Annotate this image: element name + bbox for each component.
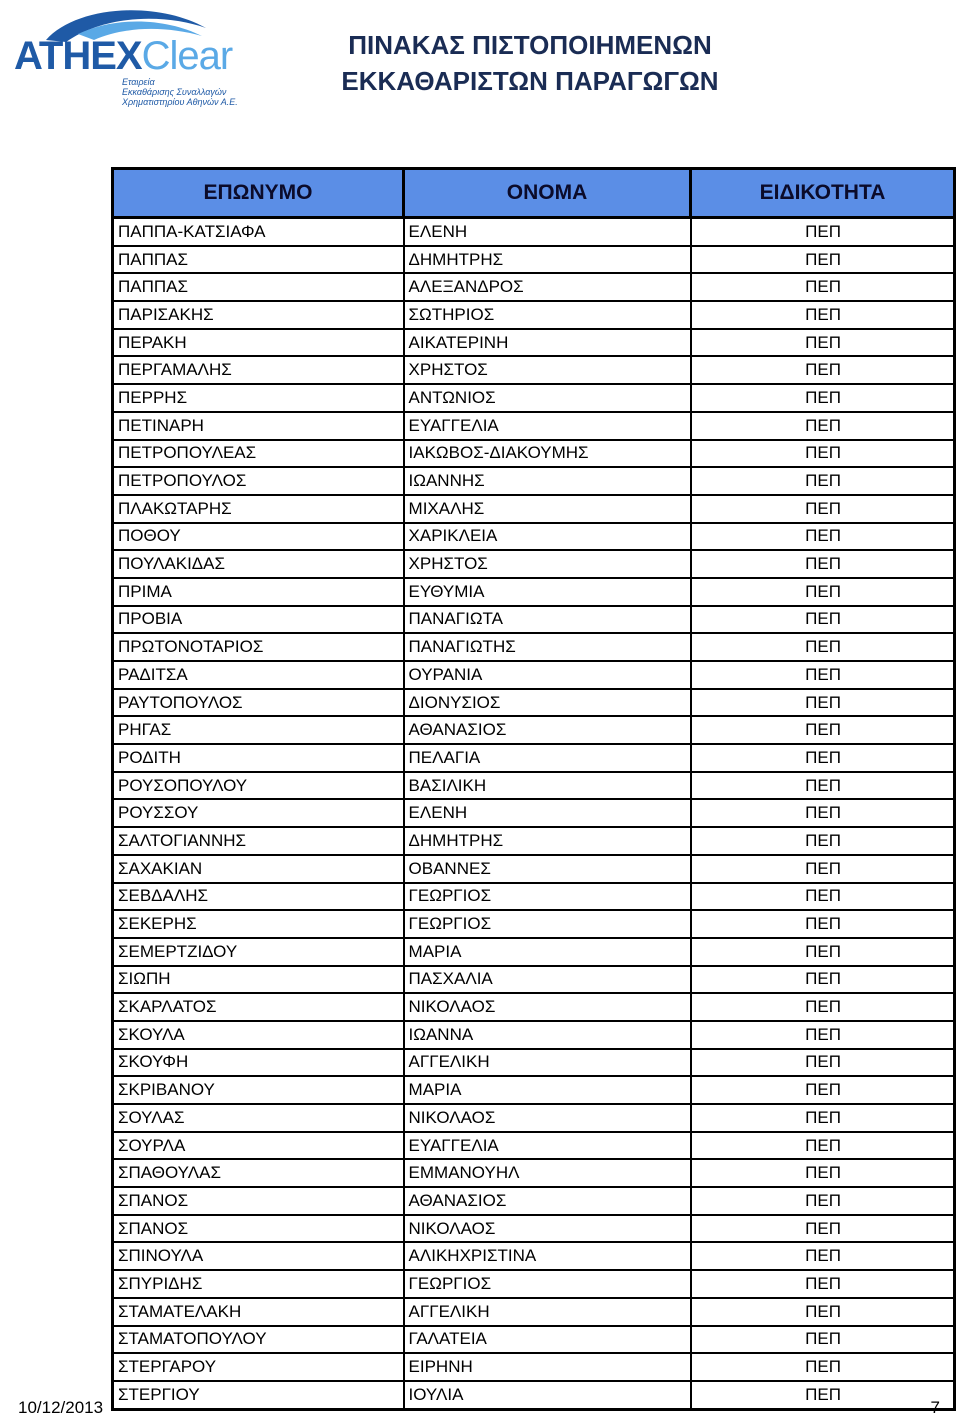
table-row	[113, 384, 955, 412]
table-row	[113, 1187, 955, 1215]
table-row	[113, 855, 955, 883]
table-row	[113, 301, 955, 329]
cell-specialty: ΠΕΠ	[691, 689, 955, 717]
cell-surname: ΠΑΠΠΑΣ	[113, 246, 404, 274]
cell-name: ΧΑΡΙΚΛΕΙΑ	[404, 523, 691, 551]
cell-name: ΧΡΗΣΤΟΣ	[404, 356, 691, 384]
table-row	[113, 716, 955, 744]
table-row	[113, 1242, 955, 1270]
cell-surname: ΣΙΩΠΗ	[113, 966, 404, 994]
table-row	[113, 772, 955, 800]
cell-surname: ΠΕΡΓΑΜΑΛΗΣ	[113, 356, 404, 384]
table-row	[113, 550, 955, 578]
cell-name: ΙΩΑΝΝΗΣ	[404, 467, 691, 495]
table-row	[113, 1353, 955, 1381]
table-row	[113, 966, 955, 994]
table-row	[113, 467, 955, 495]
cell-surname: ΣΤΕΡΓΙΟΥ	[113, 1381, 404, 1409]
header-surname: ΕΠΩΝΥΜΟ	[113, 169, 404, 218]
table-row	[113, 1215, 955, 1243]
cell-surname: ΠΡΩΤΟΝΟΤΑΡΙΟΣ	[113, 633, 404, 661]
cell-surname: ΠΡΙΜΑ	[113, 578, 404, 606]
table-row	[113, 1021, 955, 1049]
cell-specialty: ΠΕΠ	[691, 1187, 955, 1215]
cell-specialty: ΠΕΠ	[691, 1215, 955, 1243]
table-row	[113, 799, 955, 827]
table-row	[113, 661, 955, 689]
cell-surname: ΣΟΥΡΛΑ	[113, 1132, 404, 1160]
cell-name: ΑΝΤΩΝΙΟΣ	[404, 384, 691, 412]
table-row	[113, 273, 955, 301]
cell-surname: ΣΚΟΥΛΑ	[113, 1021, 404, 1049]
cell-name: ΝΙΚΟΛΑΟΣ	[404, 1104, 691, 1132]
cell-specialty: ΠΕΠ	[691, 910, 955, 938]
cell-specialty: ΠΕΠ	[691, 550, 955, 578]
table-row	[113, 633, 955, 661]
cell-specialty: ΠΕΠ	[691, 273, 955, 301]
cell-name: ΕΛΕΝΗ	[404, 218, 691, 246]
footer-page-number: 7	[930, 1398, 940, 1417]
cell-name: ΑΙΚΑΤΕΡΙΝΗ	[404, 329, 691, 357]
table-row	[113, 1298, 955, 1326]
cell-surname: ΠΑΠΠΑ-ΚΑΤΣΙΑΦΑ	[113, 218, 404, 246]
cell-name: ΙΑΚΩΒΟΣ-ΔΙΑΚΟΥΜΗΣ	[404, 440, 691, 468]
cell-name: ΔΗΜΗΤΡΗΣ	[404, 246, 691, 274]
cell-name: ΜΑΡΙΑ	[404, 938, 691, 966]
cell-name: ΜΙΧΑΛΗΣ	[404, 495, 691, 523]
cell-specialty: ΠΕΠ	[691, 661, 955, 689]
table-row	[113, 689, 955, 717]
cell-specialty: ΠΕΠ	[691, 938, 955, 966]
cell-specialty: ΠΕΠ	[691, 329, 955, 357]
cell-specialty: ΠΕΠ	[691, 1104, 955, 1132]
cell-specialty: ΠΕΠ	[691, 966, 955, 994]
cell-specialty: ΠΕΠ	[691, 467, 955, 495]
cell-name: ΕΙΡΗΝΗ	[404, 1353, 691, 1381]
cell-name: ΕΥΑΓΓΕΛΙΑ	[404, 1132, 691, 1160]
cell-name: ΑΓΓΕΛΙΚΗ	[404, 1298, 691, 1326]
cell-surname: ΣΑΛΤΟΓΙΑΝΝΗΣ	[113, 827, 404, 855]
cell-name: ΠΑΝΑΓΙΩΤΗΣ	[404, 633, 691, 661]
cell-name: ΕΜΜΑΝΟΥΗΛ	[404, 1159, 691, 1187]
cell-surname: ΣΚΟΥΦΗ	[113, 1049, 404, 1077]
cell-surname: ΣΕΒΔΑΛΗΣ	[113, 883, 404, 911]
certified-clearers-table	[111, 167, 956, 1411]
cell-specialty: ΠΕΠ	[691, 440, 955, 468]
cell-surname: ΠΕΤΙΝΑΡΗ	[113, 412, 404, 440]
table-row	[113, 329, 955, 357]
logo-sub-line-3: Χρηματιστηρίου Αθηνών Α.Ε.	[122, 97, 238, 107]
cell-name: ΑΛΕΞΑΝΔΡΟΣ	[404, 273, 691, 301]
cell-specialty: ΠΕΠ	[691, 1159, 955, 1187]
cell-specialty: ΠΕΠ	[691, 356, 955, 384]
cell-specialty: ΠΕΠ	[691, 606, 955, 634]
cell-specialty: ΠΕΠ	[691, 1381, 955, 1409]
table-row	[113, 827, 955, 855]
header-specialty: ΕΙΔΙΚΟΤΗΤΑ	[691, 169, 955, 218]
table-row	[113, 1159, 955, 1187]
table-row	[113, 1104, 955, 1132]
cell-surname: ΡΟΥΣΣΟΥ	[113, 799, 404, 827]
cell-specialty: ΠΕΠ	[691, 744, 955, 772]
logo-sub-line-2: Εκκαθάρισης Συναλλαγών	[122, 87, 227, 97]
cell-surname: ΠΑΡΙΣΑΚΗΣ	[113, 301, 404, 329]
footer-date: 10/12/2013	[18, 1398, 104, 1417]
cell-specialty: ΠΕΠ	[691, 1049, 955, 1077]
cell-name: ΕΛΕΝΗ	[404, 799, 691, 827]
cell-surname: ΣΤΕΡΓΑΡΟΥ	[113, 1353, 404, 1381]
table-row	[113, 440, 955, 468]
cell-specialty: ΠΕΠ	[691, 1353, 955, 1381]
table-row	[113, 1270, 955, 1298]
logo-main: ATHEX	[14, 34, 142, 78]
page-title-line-2: ΕΚΚΑΘΑΡΙΣΤΩΝ ΠΑΡΑΓΩΓΩΝ	[341, 66, 719, 96]
cell-name: ΑΘΑΝΑΣΙΟΣ	[404, 716, 691, 744]
cell-name: ΑΓΓΕΛΙΚΗ	[404, 1049, 691, 1077]
cell-surname: ΣΟΥΛΑΣ	[113, 1104, 404, 1132]
cell-surname: ΠΡΟΒΙΑ	[113, 606, 404, 634]
cell-specialty: ΠΕΠ	[691, 772, 955, 800]
cell-surname: ΣΠΥΡΙΔΗΣ	[113, 1270, 404, 1298]
cell-surname: ΣΚΡΙΒΑΝΟΥ	[113, 1076, 404, 1104]
cell-surname: ΡΟΔΙΤΗ	[113, 744, 404, 772]
cell-specialty: ΠΕΠ	[691, 799, 955, 827]
cell-name: ΓΕΩΡΓΙΟΣ	[404, 910, 691, 938]
table-row	[113, 1381, 955, 1409]
cell-name: ΓΑΛΑΤΕΙΑ	[404, 1326, 691, 1354]
cell-surname: ΠΕΤΡΟΠΟΥΛΟΣ	[113, 467, 404, 495]
cell-name: ΝΙΚΟΛΑΟΣ	[404, 1215, 691, 1243]
cell-name: ΙΩΑΝΝΑ	[404, 1021, 691, 1049]
cell-specialty: ΠΕΠ	[691, 1298, 955, 1326]
cell-surname: ΣΠΑΝΟΣ	[113, 1215, 404, 1243]
cell-specialty: ΠΕΠ	[691, 855, 955, 883]
cell-specialty: ΠΕΠ	[691, 993, 955, 1021]
certified-clearers-table-container	[111, 167, 956, 1404]
cell-specialty: ΠΕΠ	[691, 578, 955, 606]
table-row	[113, 523, 955, 551]
cell-name: ΙΟΥΛΙΑ	[404, 1381, 691, 1409]
table-row	[113, 495, 955, 523]
cell-name: ΒΑΣΙΛΙΚΗ	[404, 772, 691, 800]
athexclear-logo	[6, 4, 246, 108]
cell-specialty: ΠΕΠ	[691, 218, 955, 246]
table-row	[113, 1326, 955, 1354]
cell-name: ΜΑΡΙΑ	[404, 1076, 691, 1104]
cell-specialty: ΠΕΠ	[691, 301, 955, 329]
header-name: ΟΝΟΜΑ	[404, 169, 691, 218]
table-row	[113, 606, 955, 634]
cell-name: ΓΕΩΡΓΙΟΣ	[404, 883, 691, 911]
table-row	[113, 938, 955, 966]
cell-specialty: ΠΕΠ	[691, 523, 955, 551]
cell-specialty: ΠΕΠ	[691, 1326, 955, 1354]
table-row	[113, 356, 955, 384]
table-row	[113, 883, 955, 911]
cell-surname: ΡΑΔΙΤΣΑ	[113, 661, 404, 689]
cell-surname: ΣΕΚΕΡΗΣ	[113, 910, 404, 938]
table-row	[113, 218, 955, 246]
cell-name: ΠΑΣΧΑΛΙΑ	[404, 966, 691, 994]
logo-accent: Clear	[141, 34, 233, 78]
cell-specialty: ΠΕΠ	[691, 1021, 955, 1049]
cell-name: ΑΛΙΚΗΧΡΙΣΤΙΝΑ	[404, 1242, 691, 1270]
cell-specialty: ΠΕΠ	[691, 1242, 955, 1270]
cell-specialty: ΠΕΠ	[691, 883, 955, 911]
cell-name: ΟΒΑΝΝΕΣ	[404, 855, 691, 883]
cell-name: ΧΡΗΣΤΟΣ	[404, 550, 691, 578]
cell-surname: ΠΕΡΑΚΗ	[113, 329, 404, 357]
table-row	[113, 993, 955, 1021]
cell-specialty: ΠΕΠ	[691, 716, 955, 744]
table-row	[113, 1049, 955, 1077]
cell-name: ΕΥΘΥΜΙΑ	[404, 578, 691, 606]
logo-wordmark	[14, 34, 232, 79]
cell-name: ΔΗΜΗΤΡΗΣ	[404, 827, 691, 855]
cell-surname: ΠΟΥΛΑΚΙΔΑΣ	[113, 550, 404, 578]
cell-specialty: ΠΕΠ	[691, 1076, 955, 1104]
cell-surname: ΠΑΠΠΑΣ	[113, 273, 404, 301]
cell-surname: ΡΗΓΑΣ	[113, 716, 404, 744]
table-header-row	[113, 169, 955, 218]
cell-surname: ΣΠΙΝΟΥΛΑ	[113, 1242, 404, 1270]
table-row	[113, 744, 955, 772]
cell-surname: ΣΠΑΝΟΣ	[113, 1187, 404, 1215]
cell-name: ΠΕΛΑΓΙΑ	[404, 744, 691, 772]
cell-name: ΑΘΑΝΑΣΙΟΣ	[404, 1187, 691, 1215]
cell-surname: ΠΛΑΚΩΤΑΡΗΣ	[113, 495, 404, 523]
cell-name: ΣΩΤΗΡΙΟΣ	[404, 301, 691, 329]
cell-surname: ΣΑΧΑΚΙΑΝ	[113, 855, 404, 883]
table-row	[113, 910, 955, 938]
cell-name: ΝΙΚΟΛΑΟΣ	[404, 993, 691, 1021]
cell-specialty: ΠΕΠ	[691, 246, 955, 274]
cell-surname: ΠΕΤΡΟΠΟΥΛΕΑΣ	[113, 440, 404, 468]
table-row	[113, 578, 955, 606]
cell-surname: ΣΤΑΜΑΤΕΛΑΚΗ	[113, 1298, 404, 1326]
cell-specialty: ΠΕΠ	[691, 384, 955, 412]
cell-specialty: ΠΕΠ	[691, 633, 955, 661]
cell-surname: ΠΕΡΡΗΣ	[113, 384, 404, 412]
cell-surname: ΡΑΥΤΟΠΟΥΛΟΣ	[113, 689, 404, 717]
cell-name: ΓΕΩΡΓΙΟΣ	[404, 1270, 691, 1298]
cell-name: ΔΙΟΝΥΣΙΟΣ	[404, 689, 691, 717]
page-title-line-1: ΠΙΝΑΚΑΣ ΠΙΣΤΟΠΟΙΗΜΕΝΩΝ	[348, 30, 712, 60]
cell-specialty: ΠΕΠ	[691, 1132, 955, 1160]
table-row	[113, 246, 955, 274]
cell-specialty: ΠΕΠ	[691, 412, 955, 440]
table-row	[113, 1076, 955, 1104]
cell-name: ΟΥΡΑΝΙΑ	[404, 661, 691, 689]
logo-subtitle	[122, 77, 238, 107]
cell-surname: ΠΟΘΟΥ	[113, 523, 404, 551]
cell-surname: ΡΟΥΣΟΠΟΥΛΟΥ	[113, 772, 404, 800]
table-row	[113, 412, 955, 440]
cell-specialty: ΠΕΠ	[691, 495, 955, 523]
cell-specialty: ΠΕΠ	[691, 1270, 955, 1298]
cell-surname: ΣΠΑΘΟΥΛΑΣ	[113, 1159, 404, 1187]
table-row	[113, 1132, 955, 1160]
cell-surname: ΣΚΑΡΛΑΤΟΣ	[113, 993, 404, 1021]
cell-surname: ΣΕΜΕΡΤΖΙΔΟΥ	[113, 938, 404, 966]
cell-surname: ΣΤΑΜΑΤΟΠΟΥΛΟΥ	[113, 1326, 404, 1354]
cell-specialty: ΠΕΠ	[691, 827, 955, 855]
cell-name: ΕΥΑΓΓΕΛΙΑ	[404, 412, 691, 440]
logo-sub-line-1: Εταιρεία	[122, 77, 155, 87]
cell-name: ΠΑΝΑΓΙΩΤΑ	[404, 606, 691, 634]
